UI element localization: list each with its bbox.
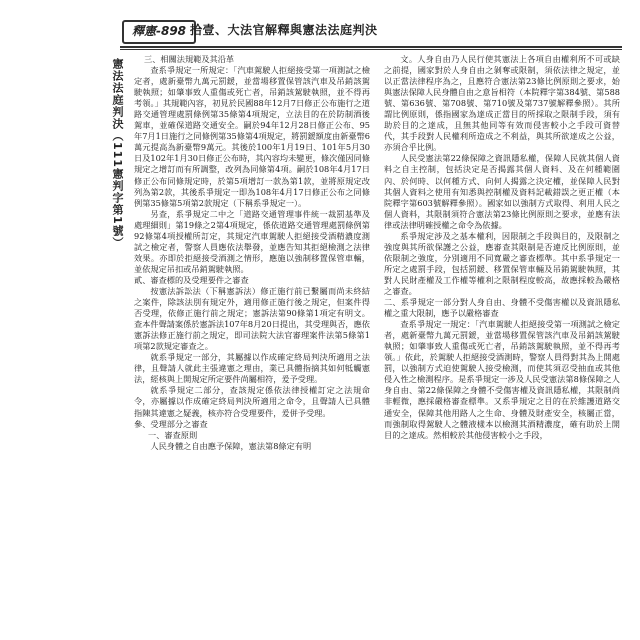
paragraph: 人民身體之自由應予保障，憲法第8條定有明: [150, 440, 312, 451]
text-column-right: [384, 54, 620, 619]
text-column-left: [134, 54, 370, 619]
paragraph: 另查，系爭規定二中之「道路交通管理事件統一裁罰基準及處理細則」第19條之2第4項規定，係依道路交通管理處罰條例第92條第4項授權所訂定，其規定汽車駕駛人拒絕接受酒精濃度測試之檢定者，警察人員應依法舉發，並應告知其拒絕檢測之法律效果。亦即於拒絕接受酒測之情形，應施以強制移置保管車輛，並依規定吊扣或吊銷駕駛執照。: [134, 208, 370, 274]
section-heading: 一、審查原則: [148, 429, 198, 440]
section-heading: 參、受理部分之審查: [134, 418, 208, 429]
paragraph: 按憲法訴訟法（下稱憲訴法）修正施行前已繫屬而尚未終結之案件，除該法別有規定外，適用修正施行後之規定，但案件得否受理，依修正施行前之規定；憲訴法第90條第1項定有明文。查本件聲請案係於憲訴法107年8月20日提出，其受理與否，應依憲訴法修正施行前之規定，即司法院大法官審理案件法第5條第1項第2款規定審查之。: [134, 285, 370, 352]
header-rule: [120, 46, 622, 48]
header-rule-thin: [120, 49, 622, 50]
section-heading: 三、相關法規範及其沿革: [144, 54, 235, 64]
page-header: [122, 20, 622, 42]
paragraph: 查系爭規定一所規定：「汽車駕駛人拒絕接受第一項測試之檢定者，處新臺幣九萬元罰鍰，並當場移置保管該汽車及吊銷該駕駛執照；如肇事致人重傷或死亡者，吊銷該駕駛執照，並不得再考領。」其規範內容，初見於民國88年12月7日修正公布施行之道路交通管理處罰條例第35條第4項規定，立法目的在於防制酒後駕車，並確保道路交通安全。嗣於94年12月28日修正公布、95年7月1日施行之同條例第35條第4項規定，將罰鍰額度由新臺幣6萬元提高為新臺幣9萬元。其後於100年1月19日、101年5月30日及102年1月30日修正公布時，其內容均未變更，條次僅因同條規定之增訂而有所調整，改列為同條第4項。嗣於108年4月17日修正公布同條規定時，於第5項增訂一款為第1款，並將原規定改列為第2款，其後系爭規定一即為108年4月17日修正公布之同條例第35條第5項第2款規定（下稱系爭規定一）。: [134, 65, 370, 208]
paragraph: 人民受憲法第22條保障之資訊隱私權，保障人民就其個人資料之自主控制，包括決定是否揭露其個人資料、及在何種範圍內、於何時、以何種方式、向何人揭露之決定權，並保障人民對其個人資料之使用有知悉與控制權及資料記載錯誤之更正權（本院釋字第603號解釋參照）。國家如以強制方式取得、利用人民之個人資料，其限制須符合憲法第23條比例原則之要求，並應有法律或法律明確授權之命令為依據。: [384, 153, 620, 230]
section-heading: 二、系爭規定一部分對人身自由、身體不受傷害權以及資訊隱私權之重大限制，應予以嚴格審查: [384, 297, 620, 319]
paragraph: 文。人身自由乃人民行使其憲法上各項自由權利所不可或缺之前提，國家對於人身自由之剝奪或限制，須依法律之規定，並以正當法律程序為之，且應符合憲法第23條比例原則之要求，始與憲法保障人民身體自由之意旨相符（本院釋字第384號、第588號、第636號、第708號、第710號及第737號解釋參照）。其所謂比例原則，係指國家為達成正當目的所採取之限制手段，須有助於目的之達成，且無其他同等有效而侵害較小之手段可資替代，其手段對人民權利所造成之不利益，與其所欲達成之公益，亦須合乎比例。: [384, 54, 620, 153]
paragraph: 系爭規定涉及之基本權利，因限制之手段與目的，及限制之強度與其所欲保護之公益，應審查其限制是否違反比例原則，並依限制之強度，分別適用不同寬嚴之審查標準。其中系爭規定一所定之處罰手段，包括罰鍰、移置保管車輛及吊銷駕駛執照，其對人民財產權及工作權等權利之限制程度較高，故應採較為嚴格之審查。: [384, 230, 620, 296]
section-heading: 貳、審查標的及受理要件之審查: [134, 274, 249, 285]
paragraph: 就系爭規定二部分，查該規定係依法律授權訂定之法規命令，亦屬據以作成確定終局判決所適用之命令，且聲請人已具體指陳其違憲之疑義，核亦符合受理要件，爰併予受理。: [134, 385, 370, 418]
paragraph: 查系爭規定一規定：「汽車駕駛人拒絕接受第一項測試之檢定者，處新臺幣九萬元罰鍰，並當場移置保管該汽車及吊銷該駕駛執照；如肇事致人重傷或死亡者，吊銷該駕駛執照，並不得再考領。」依此，於駕駛人拒絕接受酒測時，警察人員得對其為上開處罰，以強制方式迫使駕駛人接受檢測，而使其須忍受抽血或其他侵入性之檢測程序。是系爭規定一涉及人民受憲法第8條保障之人身自由、第22條保障之身體不受傷害權及資訊隱私權，其限制尚非輕微，應採嚴格審查標準。又系爭規定之目的在於維護道路交通安全，保障其他用路人之生命、身體及財產安全，核屬正當，而強制取得駕駛人之體液樣本以檢測其酒精濃度，確有助於上開目的之達成。然相較於其他侵害較小之手段，: [384, 319, 620, 440]
side-running-title: 憲法法庭判決（111憲判字第1號）: [111, 58, 124, 249]
paragraph: 就系爭規定一部分，其屬據以作成確定終局判決所適用之法律，且聲請人就此主張違憲之理由，業已具體指摘其如何牴觸憲法，經核與上開規定所定要件尚屬相符，爰予受理。: [134, 352, 370, 385]
page-number-badge: 釋憲-898: [122, 20, 196, 44]
section-title: 拾壹、大法官解釋與憲法法庭判決: [190, 23, 378, 37]
